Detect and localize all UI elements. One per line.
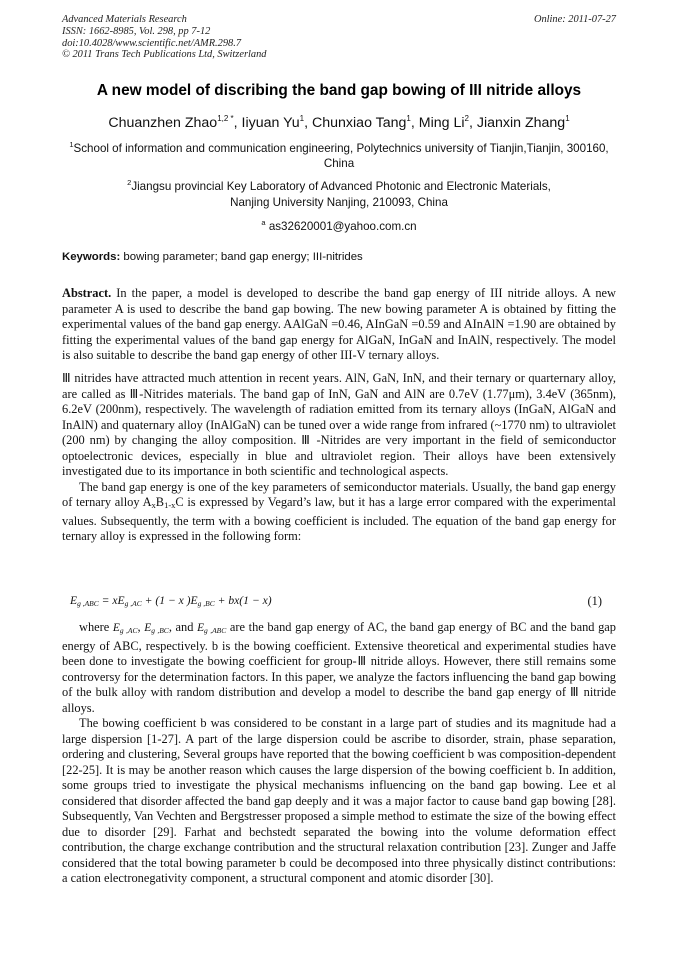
affiliation-2 [66, 175, 612, 194]
paragraph-bowing: The bowing coefficient b was considered to be constant in a large part of studies and its magnitude had a large dispersion [1-27]. A part of the large dispersion could be ascribe to disorder, strain, phase separation, ordering and clustering, Several groups have reported that the bowing coefficient b was composition-dependent [22-25]. It is may be another reason which causes the large dispersion of the bowing coefficient b. In addition, some groups tried to investigate the physical mechanisms influencing on the band gap bowing. Lee et al considered that disorder affected the band gap deeply and it was a major factor to cause band gap bowing [28]. Subsequently, Van Vechten and Bergstresser proposed a simple method to estimate the size of the bowing effect due to disorder [29]. Farhat and bechstedt separated the bowing into the volume deformation effect contribution, the charge exchange contribution and the structural relaxation contribution [23]. Zunger and Jaffe considered that the total bowing parameter b could be decomposed into three physically distinct contributions: a cation electronegativity component, a structural component and atomic disorder [30]. [62, 716, 616, 885]
online-date: Online: 2011-07-27 [533, 14, 616, 25]
email-address: as32620001@yahoo.com.cn [268, 220, 417, 233]
copyright: © 2011 Trans Tech Publications Ltd, Switzerland [62, 49, 267, 61]
author-affiliation-mark: 2 [464, 114, 469, 123]
body-text [62, 371, 616, 545]
contact-email [66, 215, 612, 234]
doi: doi:10.4028/www.scientific.net/AMR.298.7 [62, 37, 242, 49]
author-affiliation-mark: 1 [299, 114, 305, 123]
journal-header [62, 14, 266, 61]
author-name: Jianxin Zhang [476, 115, 566, 131]
abstract [62, 286, 616, 364]
author-name: Chunxiao Tang [312, 115, 407, 131]
equation-number: (1) [587, 594, 602, 608]
paragraph-intro: Ⅲ nitrides have attracted much attention in recent years. AlN, GaN, InN, and their ternary or quarternary alloy, are called as Ⅲ-Nitrides materials. The band gap of InN, GaN and AlN are 0.7eV (1.77μm), 3.4eV (365nm), 6.2eV (200nm), respectively. The wavelength of radiation emitted from its ternary alloys (InGaN, AlGaN and InAlN) and quaternary alloy (InAlGaN) can be tuned over a wide range from infrared (~1770 nm) to ultraviolet (200 nm) by changing the alloy composition. Ⅲ -Nitrides are very important in the field of semiconductor optoelectronic devices, especially in blue and ultraviolet region. Their alloys have been extensively investigated due to its importance in both scientific and technological aspects. [62, 371, 616, 478]
issn: ISSN: 1662-8985, Vol. 298, pp 7-12 [62, 25, 211, 37]
paragraph-where: where $E_{g ,AC}$, $E_{g ,BC}$, and $E_{g ,ABC}$ are the band gap energy of AC, the band gap energy of BC and the band gap energy of ABC, respectively. b is the bowing coefficient. Extensive theoretical and experimental studies have been done to investigate the bowing coefficient for group-Ⅲ nitride alloys. However, there still remains some controversy for the determination factors. In this paper, we analyze the factors influencing the band gap bowing of the bulk alloy with random distribution and develop a model to describe the band gap energy of Ⅲ nitride alloys. [62, 620, 616, 715]
affiliation-1 [66, 137, 612, 171]
author-name: Chuanzhen Zhao [108, 115, 218, 131]
body-text-continued [62, 620, 616, 887]
keywords-text: bowing parameter; band gap energy; III-nitrides [123, 251, 363, 263]
abstract-label: Abstract. [62, 286, 112, 300]
journal-name: Advanced Materials Research [62, 14, 187, 25]
author-affiliation-mark: 1 [565, 114, 570, 123]
equation-1: $E_{g ,ABC} = xE_{g ,AC} + (1 - x$ )$E_{g ,BC} + bx(1 - x)$ (1) [70, 594, 602, 608]
paragraph-band-gap: The band gap energy is one of the key parameters of semiconductor materials. Usually, the band gap energy of ternary alloy $A_xB_{1-x}C$ is expressed by Vegard’s law, but it has a large error compared with the experimental values. Subsequently, the term with a bowing coefficient is included. The equation of the band gap energy for ternary alloy is expressed in the following form: [62, 479, 616, 543]
author-name: Iiyuan Yu [241, 115, 300, 131]
author-list: Chuanzhen Zhao$^{1,2 *}$, Iiyuan Yu$^1$, Chunxiao Tang$^1$, Ming Li$^2$, Jianxin Zhang$^1$ [108, 114, 570, 131]
keywords [62, 251, 363, 263]
author-affiliation-mark: 1 [406, 114, 411, 123]
affiliation-text: Jiangsu provincial Key Laboratory of Advanced Photonic and Electronic Materials, [131, 180, 551, 193]
keywords-label: Keywords: [62, 251, 121, 263]
affiliation-mark: 2 [127, 178, 132, 187]
author-name: Ming Li [418, 115, 465, 131]
paper-title: A new model of discribing the band gap bowing of III nitride alloys [96, 82, 582, 99]
affiliation-mark: 1 [69, 140, 74, 149]
affiliation-text: School of information and communication engineering, Polytechnics university of Tianjin,Tianjin, 300160, China [73, 142, 609, 170]
affiliation-2-city: Nanjing University Nanjing, 210093, China [230, 196, 448, 209]
author-affiliation-mark: 1,2 * [217, 114, 234, 123]
email-mark: a [261, 218, 266, 227]
abstract-text: In the paper, a model is developed to describe the band gap energy of III nitride alloys. A new parameter A is used to describe the band gap bowing. The new bowing parameter A is obtained by fitting the experimental values of the band gap energy. AAlGaN =0.46, AInGaN =0.59 and AInAlN =1.90 are obtained by fitting the experimental values of the band gap energy for AlGaN, InGaN and InAlN, respectively. The model is also suitable to describe the band gap energy of other III-V ternary alloys. [62, 286, 616, 362]
